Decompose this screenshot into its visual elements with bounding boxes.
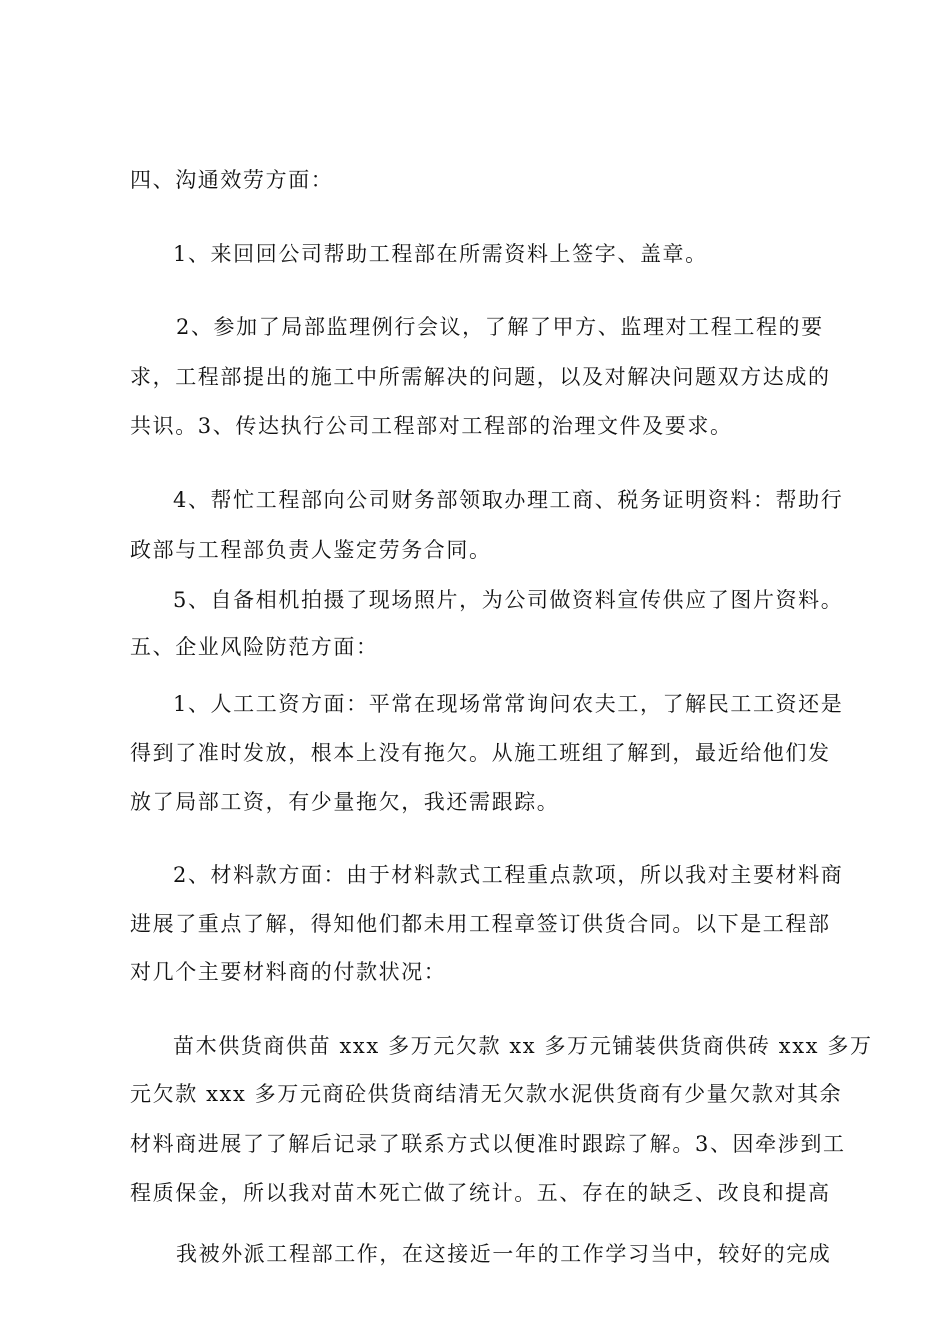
paragraph-line: 2、材料款方面：由于材料款式工程重点款项，所以我对主要材料商: [173, 863, 844, 887]
paragraph-line: 2、参加了局部监理例行会议，了解了甲方、监理对工程工程的要: [176, 315, 824, 339]
paragraph-line: 1、人工工资方面：平常在现场常常询问农夫工，了解民工工资还是: [173, 692, 844, 716]
paragraph-line: 元欠款 xxx 多万元商砼供货商结清无欠款水泥供货商有少量欠款对其余: [130, 1082, 843, 1106]
paragraph-line: 政部与工程部负责人鉴定劳务合同。: [130, 538, 492, 562]
paragraph-line: 求，工程部提出的施工中所需解决的问题，以及对解决问题双方达成的: [130, 365, 831, 389]
paragraph-line: 5、自备相机拍摄了现场照片，为公司做资料宣传供应了图片资料。: [173, 588, 844, 612]
paragraph-line: 进展了重点了解，得知他们都未用工程章签订供货合同。以下是工程部: [130, 912, 831, 936]
paragraph-line: 得到了准时发放，根本上没有拖欠。从施工班组了解到，最近给他们发: [130, 741, 831, 765]
paragraph-line: 苗木供货商供苗 xxx 多万元欠款 xx 多万元铺装供货商供砖 xxx 多万: [173, 1034, 873, 1058]
paragraph-line: 材料商进展了了解后记录了联系方式以便准时跟踪了解。3、因牵涉到工: [130, 1132, 846, 1156]
paragraph-line: 1、来回回公司帮助工程部在所需资料上签字、盖章。: [173, 242, 708, 266]
paragraph-line: 放了局部工资，有少量拖欠，我还需跟踪。: [130, 790, 560, 814]
paragraph-line: 对几个主要材料商的付款状况：: [130, 960, 447, 984]
paragraph-line: 程质保金，所以我对苗木死亡做了统计。五、存在的缺乏、改良和提高: [130, 1181, 831, 1205]
paragraph-line: 共识。3、传达执行公司工程部对工程部的治理文件及要求。: [130, 414, 733, 438]
paragraph-line: 4、帮忙工程部向公司财务部领取办理工商、税务证明资料：帮助行: [173, 488, 844, 512]
section-heading-risk: 五、企业风险防范方面：: [130, 635, 379, 659]
section-heading-communication: 四、沟通效劳方面：: [130, 168, 334, 192]
paragraph-line: 我被外派工程部工作，在这接近一年的工作学习当中，较好的完成: [176, 1242, 832, 1266]
